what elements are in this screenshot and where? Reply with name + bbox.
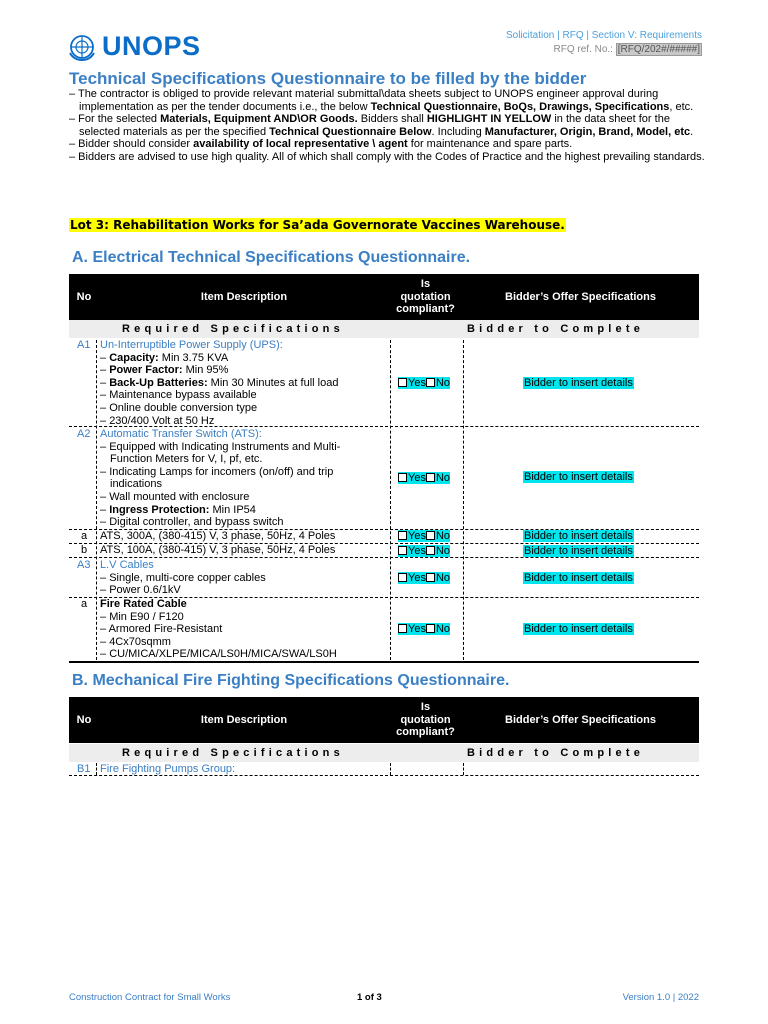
col-item-description: Item Description xyxy=(200,714,288,726)
col-divider xyxy=(390,340,392,660)
breadcrumb: Solicitation | RFQ | Section V: Requirements xyxy=(505,30,702,41)
compliance-checkbox[interactable]: Yes No xyxy=(398,530,450,542)
rfq-ref-field[interactable]: [RFQ/202#/#####] xyxy=(617,44,700,55)
table-a-bottom-rule xyxy=(69,661,699,663)
row-number: a xyxy=(81,598,88,610)
compliance-checkbox[interactable]: Yes No xyxy=(398,472,450,484)
bidder-details-field[interactable]: Bidder to insert details xyxy=(524,530,633,542)
col-no: No xyxy=(76,291,92,303)
item-title: Fire Rated Cable xyxy=(100,598,187,610)
col-compliant: Is quotation compliant? xyxy=(396,701,455,738)
row-divider xyxy=(69,426,699,427)
col-divider xyxy=(96,763,98,775)
lot-heading: Lot 3: Rehabilitation Works for Sa’ada Governorate Vaccines Warehouse. xyxy=(70,218,565,232)
bidder-details-field[interactable]: Bidder to insert details xyxy=(524,471,633,483)
table-b-header xyxy=(69,697,699,743)
header-meta xyxy=(506,29,702,57)
rfq-ref-label: RFQ ref. No.: xyxy=(553,44,616,55)
intro-item: – Bidder should consider availability of local representative \ agent for maintenance and spare parts. xyxy=(69,138,573,151)
row-divider xyxy=(69,557,699,558)
row-number: A3 xyxy=(77,559,91,571)
item-a2a: ATS, 300A, (380-415) V, 3 phase, 50Hz, 4 Poles xyxy=(100,530,336,542)
bidder-details-field[interactable]: Bidder to insert details xyxy=(524,623,633,635)
table-a-header xyxy=(69,274,699,320)
row-divider xyxy=(69,775,699,776)
required-spec-label: Required Specifications xyxy=(122,323,344,335)
section-a-title: A. Electrical Technical Specifications Questionnaire. xyxy=(72,249,471,266)
bidder-complete-label: Bidder to Complete xyxy=(467,323,645,335)
bidder-complete-label: Bidder to Complete xyxy=(467,747,645,759)
intro-instructions xyxy=(69,88,709,164)
document-title: Technical Specifications Questionnaire to be filled by the bidder xyxy=(69,69,587,88)
col-divider xyxy=(390,763,392,775)
footer-version: Version 1.0 | 2022 xyxy=(622,992,699,1003)
col-item-description: Item Description xyxy=(200,291,288,303)
item-a3: L.V Cables – Single, multi-core copper cables – Power 0.6/1kV xyxy=(100,559,380,597)
rfq-ref xyxy=(506,43,702,57)
row-number: A2 xyxy=(77,428,91,440)
col-divider xyxy=(96,340,98,660)
page-number: 1 of 3 xyxy=(357,992,382,1003)
col-offer: Bidder’s Offer Specifications xyxy=(505,714,656,726)
table-b-subheader xyxy=(69,744,699,762)
compliance-checkbox[interactable]: Yes No xyxy=(398,572,450,584)
footer-contract-type: Construction Contract for Small Works xyxy=(69,992,231,1003)
col-divider xyxy=(463,763,465,775)
col-compliant: Is quotation compliant? xyxy=(396,278,455,315)
item-title: Un-Interruptible Power Supply (UPS): xyxy=(100,339,283,351)
item-a1: Un-Interruptible Power Supply (UPS): – Capacity: Min 3.75 KVA – Power Factor: Min 95% – Back-Up Batteries: Min 30 Minutes at full load – Maintenance bypass available – Online double conversion type – 230/400 Volt at 50 Hz xyxy=(100,339,385,427)
un-emblem-icon xyxy=(68,33,96,61)
row-number: a xyxy=(81,530,88,542)
logo-text: UNOPS xyxy=(102,31,201,61)
compliance-checkbox[interactable]: Yes No xyxy=(398,623,450,635)
item-title: Fire Fighting Pumps Group: xyxy=(100,763,236,775)
section-b-title: B. Mechanical Fire Fighting Specifications Questionnaire. xyxy=(72,672,510,689)
item-b1 xyxy=(100,763,235,776)
intro-item: – Bidders are advised to use high quality. All of which shall comply with the Codes of Practice and the highest prevailing standards. xyxy=(69,150,705,163)
compliance-checkbox[interactable]: Yes No xyxy=(398,377,450,389)
col-divider xyxy=(463,340,465,660)
item-a3a: Fire Rated Cable – Min E90 / F120 – Armored Fire-Resistant – 4Cx70sqmm – CU/MICA/XLPE/MICA/LS0H/MICA/SWA/LS0H xyxy=(100,598,337,661)
item-a2: Automatic Transfer Switch (ATS): – Equipped with Indicating Instruments and Multi-Function Meters for V, I, pf, etc. – Indicating Lamps for incomers (on/off) and trip indications – Wall mounted with enclosure – Ingress Protection: Min IP54 – Digital controller, and bypass switch xyxy=(100,428,380,529)
item-title: L.V Cables xyxy=(100,559,154,571)
intro-item: – The contractor is obliged to provide relevant material submittal\data sheets subject to UNOPS engineer approval during implementation as per the tender documents i.e., the below Technical Questionnaire, BoQs, Drawings, Specifications, etc. xyxy=(69,88,694,113)
bidder-details-field[interactable]: Bidder to insert details xyxy=(524,377,633,389)
table-a-subheader xyxy=(69,320,699,338)
col-offer: Bidder’s Offer Specifications xyxy=(505,291,656,303)
unops-logo xyxy=(68,31,201,62)
col-no: No xyxy=(76,714,92,726)
compliance-checkbox[interactable]: Yes No xyxy=(398,545,450,557)
bidder-details-field[interactable]: Bidder to insert details xyxy=(524,572,633,584)
required-spec-label: Required Specifications xyxy=(122,747,344,759)
intro-item: – For the selected Materials, Equipment AND\OR Goods. Bidders shall HIGHLIGHT IN YELLOW in the data sheet for the selected materials as per the specified Technical Questionnaire Below. Including Manufacturer, Origin, Brand, Model, etc. xyxy=(69,113,694,138)
bidder-details-field[interactable]: Bidder to insert details xyxy=(524,545,633,557)
item-title: Automatic Transfer Switch (ATS): xyxy=(100,428,262,440)
item-a2b: ATS, 100A, (380-415) V, 3 phase, 50Hz, 4 Poles xyxy=(100,544,336,556)
row-number: b xyxy=(81,544,88,556)
row-number: A1 xyxy=(77,339,91,351)
row-number: B1 xyxy=(77,763,91,775)
